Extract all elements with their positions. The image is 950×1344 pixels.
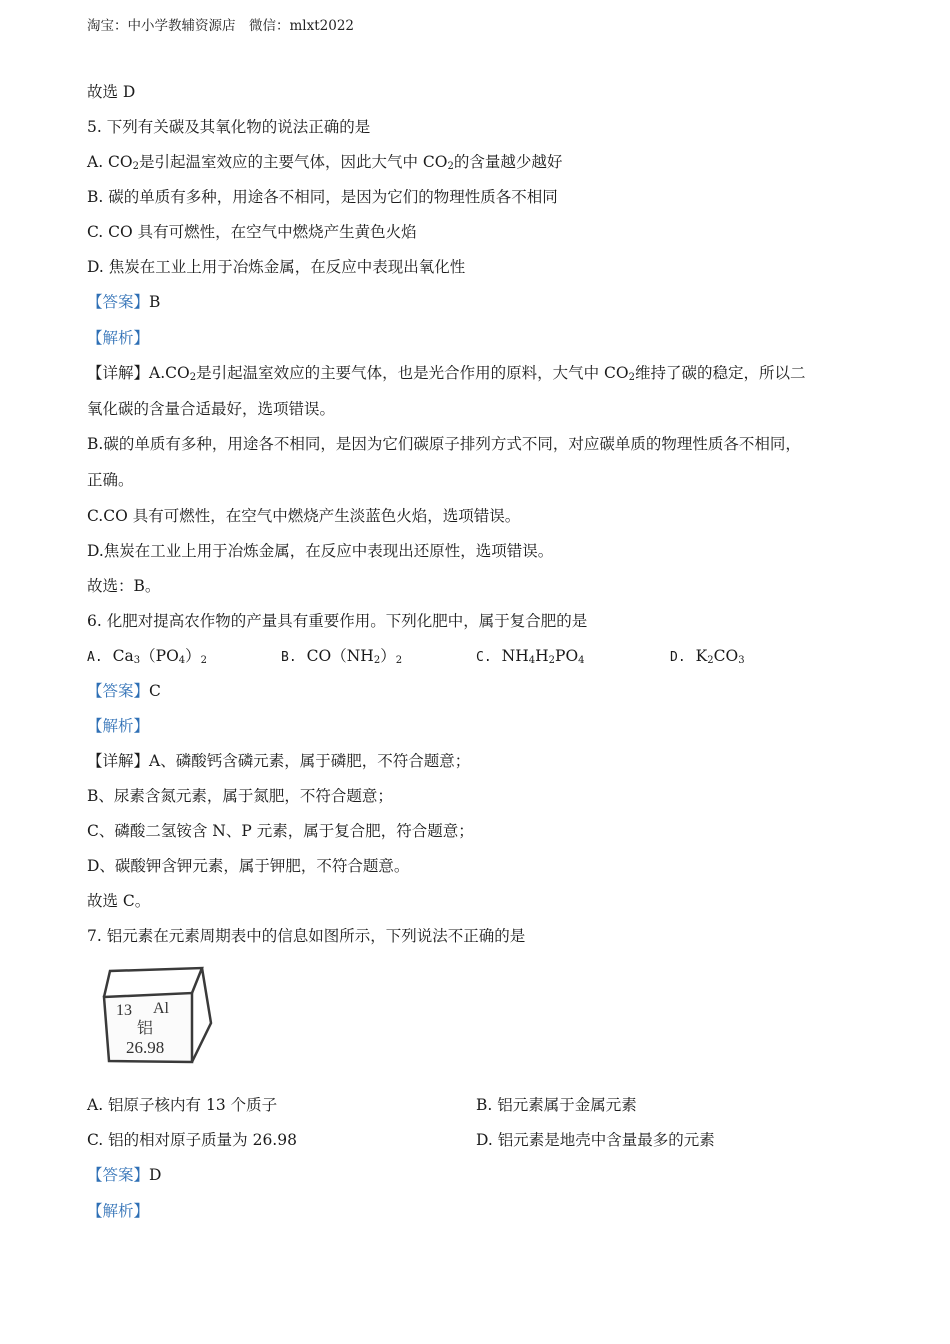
q5-detail-a: 【详解】$A.CO_2$是引起温室效应的主要气体，也是光合作用的原料，大气中 $CO_2$维持了碳的稳定，所以二 [87, 364, 806, 383]
q7-option-b: B. 铝元素属于金属元素 [476, 1096, 637, 1114]
q6-analysis-tag: 【解析】 [87, 717, 150, 735]
answer-tag: 【答案】 [87, 682, 150, 700]
q6-answer: 【答案】C [87, 682, 161, 700]
element-name: 铝 [137, 1020, 154, 1037]
q7-option-c: C. 铝的相对原子质量为 26.98 [87, 1131, 297, 1149]
q5-option-d: D. 焦炭在工业上用于冶炼金属，在反应中表现出氧化性 [87, 258, 466, 276]
q7-answer: 【答案】D [87, 1166, 162, 1184]
q5-detail-b: B.碳的单质有多种，用途各不相同，是因为它们碳原子排列方式不同，对应碳单质的物理性质各不相同， [87, 435, 801, 453]
atomic-number: 13 [116, 1002, 132, 1019]
q6-detail-d: D、碳酸钾含钾元素，属于钾肥，不符合题意。 [87, 857, 410, 875]
q6-option-b: B. $CO(NH_2)_2$ [281, 647, 403, 666]
q5-option-a: A. $CO_2$是引起温室效应的主要气体，因此大气中 $CO_2$的含量越少越好 [87, 153, 563, 172]
q5-detail-d: D.焦炭在工业上用于冶炼金属，在反应中表现出还原性，选项错误。 [87, 542, 554, 560]
q5-detail-c: C.CO 具有可燃性，在空气中燃烧产生淡蓝色火焰，选项错误。 [87, 507, 521, 525]
q5-stem: 5. 下列有关碳及其氧化物的说法正确的是 [87, 118, 371, 136]
aluminum-element-card-figure [98, 963, 216, 1065]
answer-tag: 【答案】 [87, 1166, 150, 1184]
q5-answer: 【答案】B [87, 293, 161, 311]
q5-option-b: B. 碳的单质有多种，用途各不相同，是因为它们的物理性质各不相同 [87, 188, 558, 206]
q6-detail-c: C、磷酸二氢铵含 N、P 元素，属于复合肥，符合题意； [87, 822, 474, 840]
q6-option-a: A. $Ca_3(PO_4)_2$ [87, 647, 208, 666]
q6-detail-a: 【详解】A、磷酸钙含磷元素，属于磷肥，不符合题意； [87, 752, 471, 770]
q6-option-c: C. $NH_4H_2PO_4$ [476, 647, 585, 666]
q5-detail-b-cont: 正确。 [87, 471, 134, 489]
atomic-mass: 26.98 [126, 1038, 165, 1057]
q5-option-c: C. CO 具有可燃性，在空气中燃烧产生黄色火焰 [87, 223, 417, 241]
element-symbol: Al [153, 1000, 169, 1017]
q6-detail-b: B、尿素含氮元素，属于氮肥，不符合题意； [87, 787, 393, 805]
q7-option-d: D. 铝元素是地壳中含量最多的元素 [476, 1131, 715, 1149]
previous-conclusion: 故选 D [87, 83, 136, 101]
detail-tag: 【详解】 [87, 364, 150, 382]
q7-analysis-tag: 【解析】 [87, 1202, 150, 1220]
q7-stem: 7. 铝元素在元素周期表中的信息如图所示，下列说法不正确的是 [87, 927, 526, 945]
detail-tag: 【详解】 [87, 752, 150, 770]
answer-tag: 【答案】 [87, 293, 150, 311]
page-header: 淘宝：中小学教辅资源店 微信：mlxt2022 [87, 18, 355, 34]
q5-conclusion: 故选：B。 [87, 577, 161, 595]
q6-conclusion: 故选 C。 [87, 892, 151, 910]
q5-analysis-tag: 【解析】 [87, 329, 150, 347]
q6-option-d: D. $K_2CO_3$ [670, 647, 745, 666]
q7-option-a: A. 铝原子核内有 13 个质子 [87, 1096, 278, 1114]
q5-detail-a-cont: 氧化碳的含量合适最好，选项错误。 [87, 400, 336, 418]
q6-stem: 6. 化肥对提高农作物的产量具有重要作用。下列化肥中，属于复合肥的是 [87, 612, 588, 630]
